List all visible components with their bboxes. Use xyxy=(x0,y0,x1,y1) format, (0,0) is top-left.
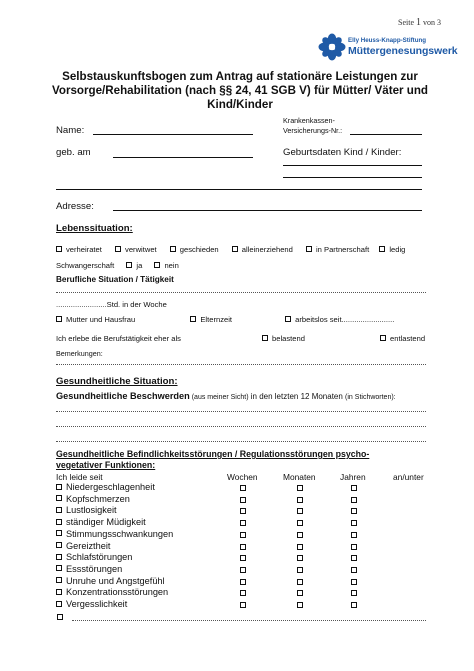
ich-leide-label: Ich leide seit xyxy=(56,472,103,482)
stoerungen-heading: Gesundheitliche Befindlichkeitsstörungen / Regulationsstörungen psycho-vegetativer Funktionen: xyxy=(56,449,370,470)
std-label: Std. in der Woche xyxy=(106,300,167,309)
checkbox[interactable] xyxy=(115,246,121,252)
monaten-checkbox[interactable] xyxy=(297,485,303,491)
versicherungs-nr-field[interactable] xyxy=(350,134,422,135)
symptom-label: Schlafstörungen xyxy=(66,552,133,563)
symptom-label: Lustlosigkeit xyxy=(66,505,117,516)
symptom-row xyxy=(56,529,173,539)
option-partnerschaft[interactable]: in Partnerschaft xyxy=(306,245,369,254)
jahren-checkbox[interactable] xyxy=(351,485,357,491)
jahren-checkbox[interactable] xyxy=(351,602,357,608)
bemerkungen-field[interactable] xyxy=(56,364,426,365)
jahren-checkbox[interactable] xyxy=(351,567,357,573)
checkbox[interactable] xyxy=(56,519,62,525)
symptom-label: Stimmungsschwankungen xyxy=(66,528,174,539)
wochen-checkbox[interactable] xyxy=(240,485,246,491)
wochen-checkbox[interactable] xyxy=(240,602,246,608)
geburtsdaten-label: Geburtsdaten Kind / Kinder: xyxy=(283,147,402,158)
checkbox[interactable] xyxy=(56,601,62,607)
geburtsdaten-field-3[interactable] xyxy=(56,189,422,190)
option-alleinerziehend[interactable]: alleinerziehend xyxy=(232,245,293,254)
checkbox-other[interactable] xyxy=(57,614,63,620)
adresse-label: Adresse: xyxy=(56,201,94,212)
monaten-checkbox[interactable] xyxy=(297,579,303,585)
symptom-label: Niedergeschlagenheit xyxy=(66,482,155,492)
beruf-field[interactable] xyxy=(56,292,426,293)
checkbox[interactable] xyxy=(56,589,62,595)
lebenssituation-options xyxy=(56,245,405,254)
wochen-checkbox[interactable] xyxy=(240,590,246,596)
option-verheiratet[interactable]: verheiratet xyxy=(56,245,102,254)
beschwerden-label: Gesundheitliche Beschwerden xyxy=(56,391,190,401)
symptom-label: Essstörungen xyxy=(66,563,123,574)
option-nein[interactable]: nein xyxy=(154,261,178,270)
monaten-checkbox[interactable] xyxy=(297,544,303,550)
symptom-label: Kopfschmerzen xyxy=(66,493,130,504)
symptom-row xyxy=(56,552,132,562)
wochen-checkbox[interactable] xyxy=(240,520,246,526)
geb-am-label: geb. am xyxy=(56,147,91,158)
checkbox[interactable] xyxy=(170,246,176,252)
checkbox[interactable] xyxy=(56,542,62,548)
monaten-checkbox[interactable] xyxy=(297,555,303,561)
monaten-checkbox[interactable] xyxy=(297,532,303,538)
symptom-row xyxy=(56,505,117,515)
checkbox[interactable] xyxy=(56,577,62,583)
option-ja[interactable]: ja xyxy=(126,261,142,270)
wochen-checkbox[interactable] xyxy=(240,532,246,538)
checkbox[interactable] xyxy=(306,246,312,252)
option-arbeitslos[interactable]: arbeitslos seit......................... xyxy=(285,315,394,324)
symptom-row xyxy=(56,517,146,527)
symptom-row xyxy=(56,599,127,609)
wochen-checkbox[interactable] xyxy=(240,544,246,550)
option-ledig[interactable]: ledig xyxy=(379,245,405,254)
symptom-label: Unruhe und Angstgefühl xyxy=(66,575,165,586)
symptom-label: ständiger Müdigkeit xyxy=(66,517,146,528)
jahren-checkbox[interactable] xyxy=(351,508,357,514)
logo-line2: Müttergenesungswerk xyxy=(348,45,458,57)
geb-am-field[interactable] xyxy=(113,157,253,158)
checkbox[interactable] xyxy=(380,335,386,341)
col-an-unter: an/unter xyxy=(393,472,424,482)
flower-logo-icon xyxy=(318,33,346,61)
jahren-checkbox[interactable] xyxy=(351,555,357,561)
name-label: Name: xyxy=(56,125,85,136)
symptom-label: Vergesslichkeit xyxy=(66,599,128,609)
symptom-row xyxy=(56,482,155,492)
option-geschieden[interactable]: geschieden xyxy=(170,245,219,254)
checkbox[interactable] xyxy=(56,316,62,322)
symptom-row xyxy=(56,564,122,574)
beschwerden-row: Gesundheitliche Beschwerden (aus meiner Sicht) in den letzten 12 Monaten (in Stichworten): xyxy=(56,391,396,401)
col-wochen: Wochen xyxy=(227,472,258,482)
checkbox[interactable] xyxy=(56,246,62,252)
beruf-options xyxy=(56,315,394,324)
option-elternzeit[interactable]: Elternzeit xyxy=(190,315,232,324)
jahren-checkbox[interactable] xyxy=(351,520,357,526)
monaten-checkbox[interactable] xyxy=(297,602,303,608)
page-title: Selbstauskunftsbogen zum Antrag auf stationäre Leistungen zur Vorsorge/Rehabilitation (nach §§ 24, 41 SGB V) für Mütter/ Väter und Kind/Kinder xyxy=(51,70,428,111)
erlebe-label: Ich erlebe die Berufstätigkeit eher als xyxy=(56,334,181,343)
wochen-checkbox[interactable] xyxy=(240,567,246,573)
beschwerden-field-3[interactable] xyxy=(56,441,426,442)
beruf-heading: Berufliche Situation / Tätigkeit xyxy=(56,275,174,284)
krankenkassen-label: Krankenkassen- xyxy=(283,116,335,125)
bemerkungen-label: Bemerkungen: xyxy=(56,349,103,358)
jahren-checkbox[interactable] xyxy=(351,544,357,550)
page-number: Seite 1 von 3 xyxy=(398,17,441,28)
geburtsdaten-field-1[interactable] xyxy=(283,165,422,166)
monaten-checkbox[interactable] xyxy=(297,497,303,503)
checkbox[interactable] xyxy=(262,335,268,341)
monaten-checkbox[interactable] xyxy=(297,567,303,573)
beschwerden-field-2[interactable] xyxy=(56,426,426,427)
col-monaten: Monaten xyxy=(283,472,316,482)
symptom-label: Konzentrationsstörungen xyxy=(66,587,169,598)
jahren-checkbox[interactable] xyxy=(351,579,357,585)
checkbox[interactable] xyxy=(56,484,62,490)
symptom-row xyxy=(56,587,168,597)
other-field[interactable] xyxy=(72,620,426,621)
monaten-checkbox[interactable] xyxy=(297,520,303,526)
schwangerschaft-label: Schwangerschaft xyxy=(56,261,115,270)
col-jahren: Jahren xyxy=(340,472,366,482)
checkbox[interactable] xyxy=(232,246,238,252)
gesundheit-heading: Gesundheitliche Situation: xyxy=(56,376,178,387)
checkbox[interactable] xyxy=(56,565,62,571)
adresse-field[interactable] xyxy=(113,210,422,211)
beschwerden-field-1[interactable] xyxy=(56,411,426,412)
logo-line1: Elly Heuss-Knapp-Stiftung xyxy=(348,37,427,44)
checkbox[interactable] xyxy=(56,495,62,501)
option-belastend[interactable]: belastend xyxy=(262,334,305,343)
checkbox[interactable] xyxy=(379,246,385,252)
wochen-checkbox[interactable] xyxy=(240,508,246,514)
jahren-checkbox[interactable] xyxy=(351,532,357,538)
symptom-label: Gereiztheit xyxy=(66,540,111,551)
symptom-row xyxy=(56,541,110,551)
option-verwitwet[interactable]: verwitwet xyxy=(115,245,157,254)
geburtsdaten-field-2[interactable] xyxy=(283,177,422,178)
checkbox[interactable] xyxy=(56,530,62,536)
name-field[interactable] xyxy=(93,134,253,135)
logo xyxy=(318,32,458,66)
jahren-checkbox[interactable] xyxy=(351,497,357,503)
option-entlastend[interactable]: entlastend xyxy=(380,334,425,343)
monaten-checkbox[interactable] xyxy=(297,508,303,514)
monaten-checkbox[interactable] xyxy=(297,590,303,596)
checkbox[interactable] xyxy=(154,262,160,268)
wochen-checkbox[interactable] xyxy=(240,497,246,503)
schwangerschaft-row xyxy=(56,261,179,270)
lebenssituation-heading: Lebenssituation: xyxy=(56,223,133,234)
symptom-row xyxy=(56,494,130,504)
checkbox[interactable] xyxy=(190,316,196,322)
checkbox[interactable] xyxy=(56,507,62,513)
option-mutter-hausfrau[interactable]: Mutter und Hausfrau xyxy=(56,315,135,324)
checkbox[interactable] xyxy=(56,554,62,560)
checkbox[interactable] xyxy=(285,316,291,322)
wochen-checkbox[interactable] xyxy=(240,579,246,585)
wochen-checkbox[interactable] xyxy=(240,555,246,561)
symptom-row xyxy=(56,576,165,586)
jahren-checkbox[interactable] xyxy=(351,590,357,596)
std-row: ........................Std. in der Woche xyxy=(56,300,167,309)
checkbox[interactable] xyxy=(126,262,132,268)
versicherungs-nr-label: Versicherungs-Nr.: xyxy=(283,126,343,135)
